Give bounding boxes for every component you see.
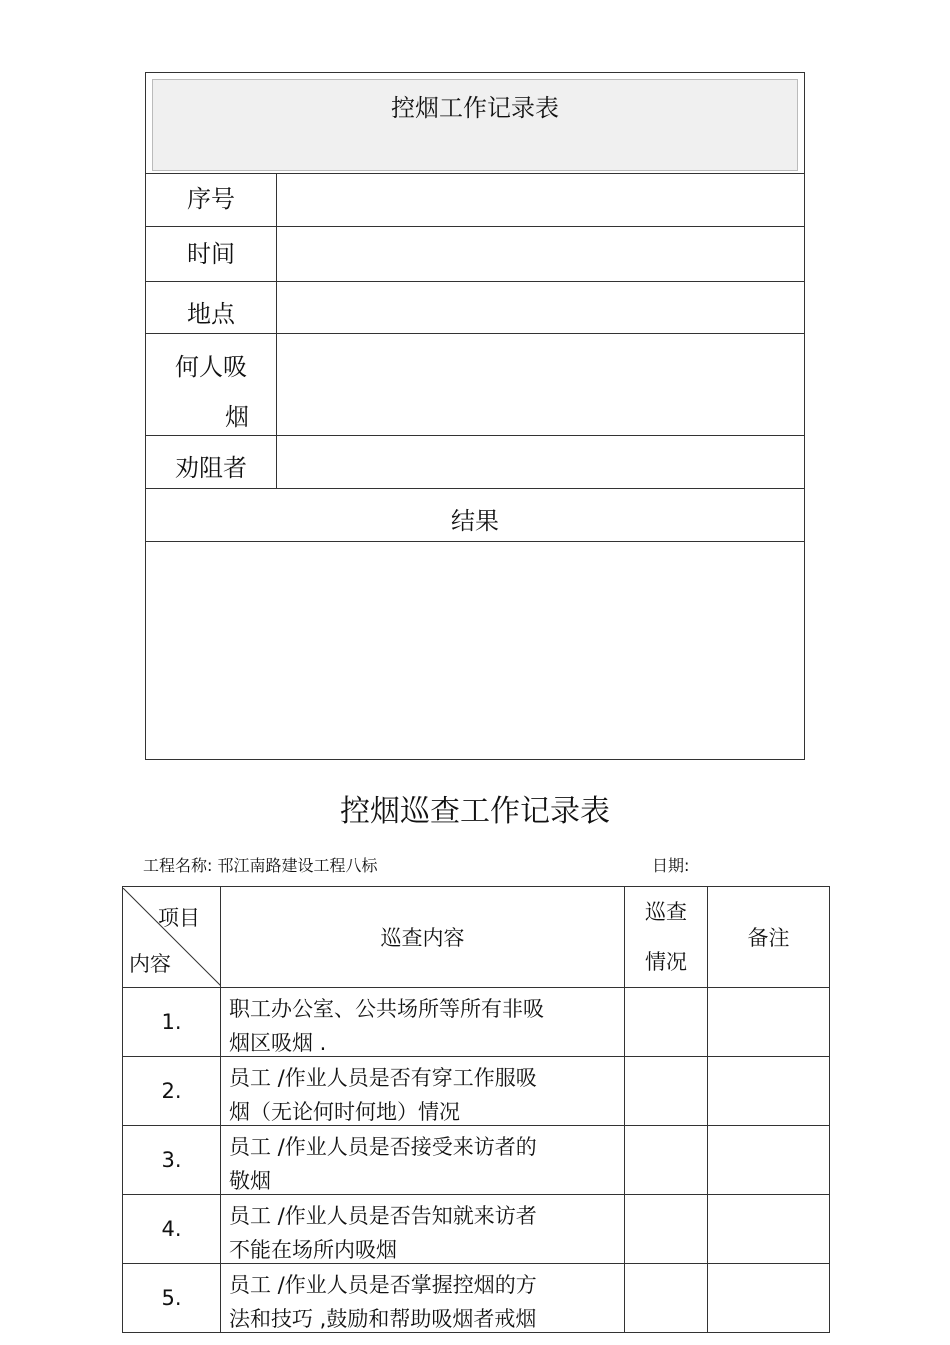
table-row — [123, 1057, 830, 1126]
label-smoker-line1: 何人吸 — [175, 353, 247, 381]
row-content — [221, 1264, 625, 1333]
table-header-row — [123, 887, 830, 988]
row-status-cell[interactable] — [625, 988, 708, 1057]
row-content — [221, 1195, 625, 1264]
row-remarks-cell[interactable] — [708, 1264, 830, 1333]
row-content-line1: 员工 /作业人员是否告知就来访者 — [229, 1204, 537, 1228]
form-title: 控烟工作记录表 — [391, 94, 559, 122]
header-status-line2: 情况 — [645, 950, 687, 974]
row-number: 3. — [123, 1126, 221, 1195]
row-number: 5. — [123, 1264, 221, 1333]
table-row — [123, 1195, 830, 1264]
row-content-line1: 员工 /作业人员是否有穿工作服吸 — [229, 1066, 537, 1090]
row-remarks-cell[interactable] — [708, 1195, 830, 1264]
row-content-line1: 员工 /作业人员是否掌握控烟的方 — [229, 1273, 537, 1297]
row-remarks-cell[interactable] — [708, 1126, 830, 1195]
divider — [146, 435, 804, 436]
row-content-line1: 职工办公室、公共场所等所有非吸 — [229, 997, 544, 1021]
divider — [146, 226, 804, 227]
row-content — [221, 1126, 625, 1195]
header-item: 项目 — [158, 906, 200, 930]
row-content — [221, 988, 625, 1057]
label-column-divider — [276, 173, 277, 488]
label-result: 结果 — [451, 507, 499, 535]
diagonal-header-cell — [123, 887, 221, 988]
row-remarks-cell[interactable] — [708, 988, 830, 1057]
header-status-line1: 巡查 — [645, 900, 687, 924]
table-row — [123, 988, 830, 1057]
patrol-record-table — [122, 886, 830, 1333]
row-status-cell[interactable] — [625, 1057, 708, 1126]
patrol-form-title: 控烟巡查工作记录表 — [340, 794, 610, 829]
header-patrol-content: 巡查内容 — [221, 887, 625, 988]
label-smoker-line2: 烟 — [225, 403, 249, 431]
row-content-line2: 不能在场所内吸烟 — [229, 1238, 397, 1262]
divider — [146, 281, 804, 282]
header-remarks: 备注 — [708, 887, 830, 988]
row-content-line1: 员工 /作业人员是否接受来访者的 — [229, 1135, 537, 1159]
row-content-line2: 法和技巧 ,鼓励和帮助吸烟者戒烟 — [229, 1307, 537, 1331]
row-status-cell[interactable] — [625, 1195, 708, 1264]
row-status-cell[interactable] — [625, 1126, 708, 1195]
label-location: 地点 — [187, 300, 235, 328]
label-dissuader: 劝阻者 — [175, 454, 247, 482]
form-title-box — [152, 79, 798, 171]
header-content-diag: 内容 — [129, 952, 171, 976]
smoking-control-record-form — [145, 72, 805, 760]
table-row — [123, 1264, 830, 1333]
row-remarks-cell[interactable] — [708, 1057, 830, 1126]
row-content-line2: 烟区吸烟 . — [229, 1031, 327, 1055]
table-row — [123, 1126, 830, 1195]
date-label: 日期: — [652, 856, 690, 875]
row-content-line2: 敬烟 — [229, 1169, 271, 1193]
row-status-cell[interactable] — [625, 1264, 708, 1333]
row-number: 2. — [123, 1057, 221, 1126]
row-number: 1. — [123, 988, 221, 1057]
label-serial-number: 序号 — [187, 185, 235, 213]
label-time: 时间 — [187, 240, 235, 268]
header-patrol-status — [625, 887, 708, 988]
row-content-line2: 烟（无论何时何地）情况 — [229, 1100, 460, 1124]
divider — [146, 173, 804, 174]
divider — [146, 333, 804, 334]
divider — [146, 541, 804, 542]
row-number: 4. — [123, 1195, 221, 1264]
divider — [146, 488, 804, 489]
row-content — [221, 1057, 625, 1126]
project-name-label: 工程名称: 邗江南路建设工程八标 — [143, 856, 378, 875]
